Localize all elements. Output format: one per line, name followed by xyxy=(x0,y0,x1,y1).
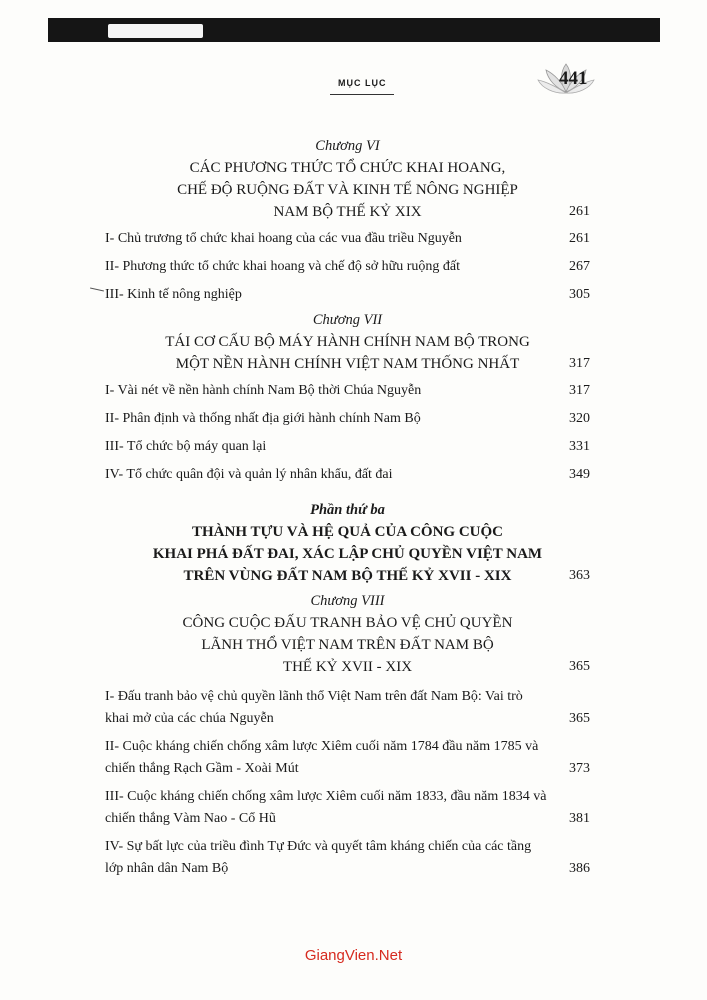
entry-text: IV- Tổ chức quân đội và quản lý nhân khẩu, đất đai xyxy=(105,467,393,482)
toc-entry xyxy=(105,284,590,306)
chapter-title xyxy=(105,612,590,678)
part-page: 363 xyxy=(569,568,590,583)
part-title-line: TRÊN VÙNG ĐẤT NAM BỘ THẾ KỶ XVII - XIX xyxy=(183,568,512,584)
entry-text: III- Kinh tế nông nghiệp xyxy=(105,287,242,302)
entry-text: I- Đấu tranh bảo vệ chủ quyền lãnh thổ Việt Nam trên đất Nam Bộ: Vai trò khai mở của các chúa Nguyễn xyxy=(105,689,523,726)
chapter-title-line: TÁI CƠ CẤU BỘ MÁY HÀNH CHÍNH NAM BỘ TRONG xyxy=(165,334,530,350)
watermark-text: GiangVien.Net xyxy=(304,947,403,964)
chapter-title-line: MỘT NỀN HÀNH CHÍNH VIỆT NAM THỐNG NHẤT xyxy=(175,356,520,372)
header-underline xyxy=(330,94,394,95)
chapter-label: Chương VIII xyxy=(310,593,385,609)
entry-page: 267 xyxy=(569,259,590,274)
chapter-title xyxy=(105,331,590,375)
chapter-label: Chương VII xyxy=(312,312,383,328)
entry-page: 261 xyxy=(569,231,590,246)
toc-entry xyxy=(105,686,590,730)
page-number: 441 xyxy=(559,68,588,89)
toc-entry xyxy=(105,736,590,780)
scan-tab xyxy=(108,24,203,38)
chapter-title-line: CÔNG CUỘC ĐẤU TRANH BẢO VỆ CHỦ QUYỀN xyxy=(182,615,513,631)
part-title xyxy=(105,521,590,587)
entry-text: I- Vài nét về nền hành chính Nam Bộ thời Chúa Nguyễn xyxy=(105,383,422,398)
chapter-title-line: THẾ KỶ XVII - XIX xyxy=(282,659,413,675)
entry-page: 317 xyxy=(569,383,590,398)
chapter-title-line: LÃNH THỔ VIỆT NAM TRÊN ĐẤT NAM BỘ xyxy=(201,637,494,653)
chapter-title-line: NAM BỘ THẾ KỶ XIX xyxy=(273,204,422,220)
toc-entry xyxy=(105,836,590,880)
chapter-label: Chương VI xyxy=(315,138,380,154)
entry-page: 373 xyxy=(569,761,590,776)
toc-entry xyxy=(105,408,590,430)
entry-page: 349 xyxy=(569,467,590,482)
scan-edge xyxy=(48,18,660,42)
entry-text: III- Cuộc kháng chiến chống xâm lược Xiêm cuối năm 1833, đầu năm 1834 và chiến thắng Vàm Nao - Cổ Hũ xyxy=(105,789,547,826)
entry-page: 381 xyxy=(569,811,590,826)
chapter-title-line: CHẾ ĐỘ RUỘNG ĐẤT VÀ KINH TẾ NÔNG NGHIỆP xyxy=(177,182,518,198)
entry-page: 365 xyxy=(569,711,590,726)
page-header xyxy=(80,62,640,98)
stray-mark xyxy=(90,288,104,292)
toc-entry xyxy=(105,464,590,486)
entry-page: 331 xyxy=(569,439,590,454)
chapter-title-line: CÁC PHƯƠNG THỨC TỔ CHỨC KHAI HOANG, xyxy=(189,160,506,176)
toc-entry xyxy=(105,380,590,402)
entry-page: 305 xyxy=(569,287,590,302)
entry-text: IV- Sự bất lực của triều đình Tự Đức và quyết tâm kháng chiến của các tầng lớp nhân dân Nam Bộ xyxy=(105,839,532,876)
toc-entry xyxy=(105,786,590,830)
toc-entry xyxy=(105,256,590,278)
entry-text: II- Cuộc kháng chiến chống xâm lược Xiêm cuối năm 1784 đầu năm 1785 và chiến thắng Rạch Gầm - Xoài Mút xyxy=(105,739,539,776)
table-of-contents xyxy=(105,138,590,880)
part-title-line: THÀNH TỰU VÀ HỆ QUẢ CỦA CÔNG CUỘC xyxy=(192,524,503,540)
entry-page: 320 xyxy=(569,411,590,426)
toc-entry xyxy=(105,436,590,458)
chapter-page: 317 xyxy=(569,356,590,371)
entry-text: III- Tổ chức bộ máy quan lại xyxy=(105,439,267,454)
part-label: Phần thứ ba xyxy=(310,502,385,518)
chapter-title xyxy=(105,157,590,223)
part-title-line: KHAI PHÁ ĐẤT ĐAI, XÁC LẬP CHỦ QUYỀN VIỆT NAM xyxy=(152,546,543,562)
entry-text: I- Chủ trương tổ chức khai hoang của các vua đầu triều Nguyễn xyxy=(105,231,462,246)
chapter-page: 261 xyxy=(569,204,590,219)
section-title: MỤC LỤC xyxy=(338,78,387,88)
entry-page: 386 xyxy=(569,861,590,876)
chapter-page: 365 xyxy=(569,659,590,674)
toc-entry xyxy=(105,228,590,250)
entry-text: II- Phương thức tổ chức khai hoang và chế độ sở hữu ruộng đất xyxy=(105,259,461,274)
entry-text: II- Phân định và thống nhất địa giới hành chính Nam Bộ xyxy=(105,411,421,426)
